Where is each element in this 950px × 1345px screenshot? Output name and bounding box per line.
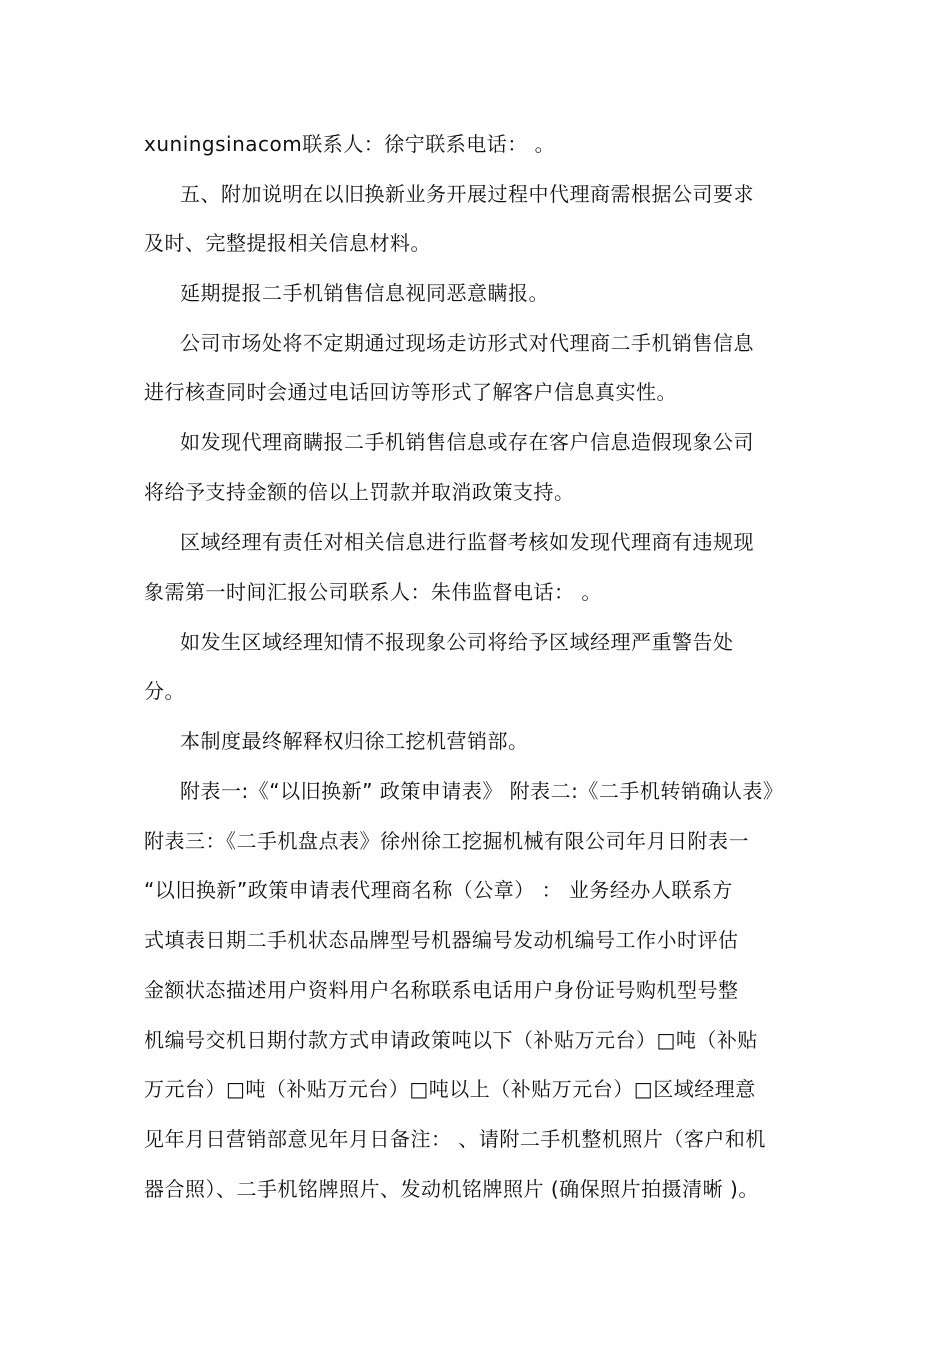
text-line: 金额状态描述用户资料用户名称联系电话用户身份证号购机型号整 [144, 978, 739, 1002]
text-line: xuningsinacom联系人：徐宁联系电话： 。 [144, 132, 556, 156]
text-line: 式填表日期二手机状态品牌型号机器编号发动机编号工作小时评估 [144, 928, 739, 952]
paragraph-line: 延期提报二手机销售信息视同恶意瞒报。 [180, 281, 549, 305]
paragraph-line: 如发生区域经理知情不报现象公司将给予区域经理严重警告处 [180, 630, 734, 654]
text-line: 见年月日营销部意见年月日备注： 、请附二手机整机照片（客户和机 [144, 1127, 766, 1151]
text-line: 将给予支持金额的倍以上罚款并取消政策支持。 [144, 480, 575, 504]
text-line: 附表三：《二手机盘点表》徐州徐工挖掘机械有限公司年月日附表一 [144, 829, 749, 853]
text-line: 及时、完整提报相关信息材料。 [144, 231, 431, 255]
paragraph-line: 如发现代理商瞒报二手机销售信息或存在客户信息造假现象公司 [180, 430, 754, 454]
text-line: 分。 [144, 679, 185, 703]
text-line: 机编号交机日期付款方式申请政策吨以下（补贴万元台）□吨（补贴 [144, 1028, 758, 1052]
text-line: 万元台）□吨（补贴万元台）□吨以上（补贴万元台）□区域经理意 [144, 1077, 756, 1101]
text-line: 象需第一时间汇报公司联系人：朱伟监督电话： 。 [144, 580, 602, 604]
text-line: 进行核查同时会通过电话回访等形式了解客户信息真实性。 [144, 380, 677, 404]
paragraph-line: 附表一:《“以旧换新” 政策申请表》 附表二:《二手机转销确认表》 [180, 779, 784, 803]
paragraph-line: 五、附加说明在以旧换新业务开展过程中代理商需根据公司要求 [180, 182, 754, 206]
paragraph-line: 公司市场处将不定期通过现场走访形式对代理商二手机销售信息 [180, 331, 754, 355]
paragraph-line: 本制度最终解释权归徐工挖机营销部。 [180, 729, 529, 753]
text-line: 器合照）、二手机铭牌照片、发动机铭牌照片 (确保照片拍摄清晰 )。 [144, 1177, 759, 1201]
paragraph-line: 区域经理有责任对相关信息进行监督考核如发现代理商有违规现 [180, 530, 754, 554]
text-line: “以旧换新”政策申请表代理商名称（公章） ： 业务经办人联系方 [144, 878, 733, 902]
